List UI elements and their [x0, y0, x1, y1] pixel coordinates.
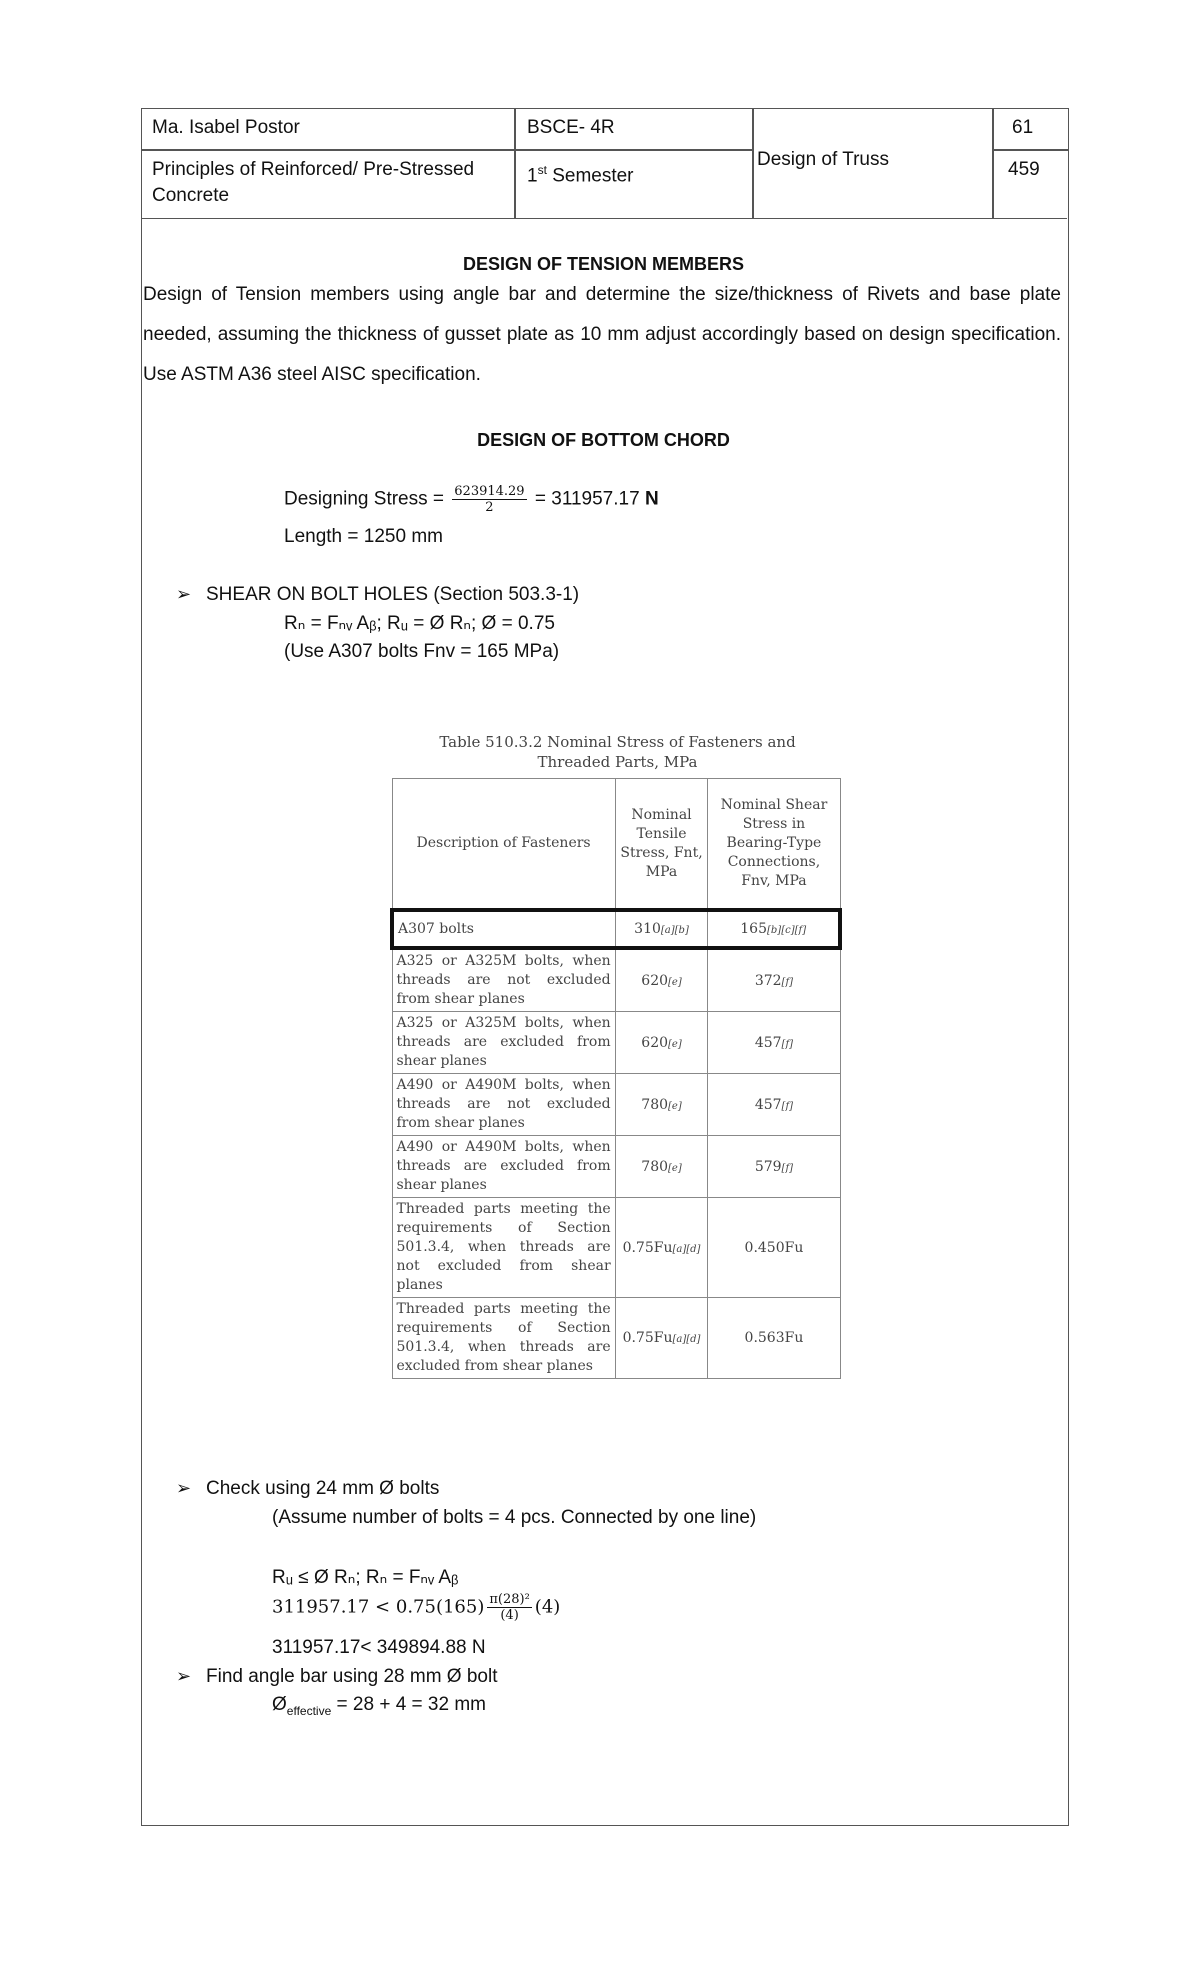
header-grid	[142, 109, 1067, 219]
page-number-a: 61	[1012, 117, 1034, 138]
check-result: 311957.17< 349894.88 N	[272, 1637, 486, 1658]
table-row: A307 bolts 310[a][b] 165[b][c][f]	[392, 910, 840, 948]
semester: 1st Semester	[527, 163, 634, 187]
year-section: BSCE- 4R	[527, 117, 615, 138]
shear-note: (Use A307 bolts Fnv = 165 MPa)	[284, 641, 560, 662]
arrow-bullet-icon: ➢	[176, 1666, 192, 1686]
table-row: A490 or A490M bolts, when threads are not excluded from shear planes 780[e] 457[f]	[392, 1074, 840, 1136]
check-note: (Assume number of bolts = 4 pcs. Connected by one line)	[272, 1507, 757, 1528]
angle-heading: ➢ Find angle bar using 28 mm Ø bolt	[176, 1666, 498, 1687]
title-tension-members: DESIGN OF TENSION MEMBERS	[462, 254, 745, 274]
table-row: A490 or A490M bolts, when threads are excluded from shear planes 780[e] 579[f]	[392, 1136, 840, 1198]
area-fraction: $\frac{\text{π(28)²}}{(4)}$	[489, 1592, 530, 1623]
table-row: A325 or A325M bolts, when threads are excluded from shear planes 620[e] 457[f]	[392, 1012, 840, 1074]
table-row: Threaded parts meeting the requirements of Section 501.3.4, when threads are not excluded from shear planes 0.75Fu[a][d] 0.450Fu	[392, 1198, 840, 1298]
fastener-table	[390, 778, 842, 1379]
col-tensile: Nominal Tensile Stress, Fnt, MPa	[615, 779, 708, 911]
check-heading: ➢ Check using 24 mm Ø bolts	[176, 1478, 440, 1499]
check-equation: 311957.17 < 0.75(165) $\frac{\text{π(28)²}}{(4)}$ (4)	[272, 1592, 561, 1623]
shear-formula: Rₙ = Fₙᵥ Aᵦ; Rᵤ = Ø Rₙ; Ø = 0.75	[284, 613, 555, 634]
intro-paragraph: Design of Tension members using angle bar and determine the size/thickness of Rivets and base plate needed, assuming the thickness of gusset plate as 10 mm adjust accordingly based on design specification. Use ASTM A36 steel AISC specification.	[143, 284, 1061, 385]
designing-stress: Designing Stress = $\frac{623914.29}{2}$ = 311957.17 N	[284, 484, 659, 515]
length-line: Length = 1250 mm	[284, 526, 443, 547]
stress-fraction: $\frac{623914.29}{2}$	[454, 484, 525, 515]
table-caption: Table 510.3.2 Nominal Stress of Fasteners and Threaded Parts, MPa	[439, 733, 796, 771]
fastener-table-figure	[390, 732, 845, 1379]
table-row: Threaded parts meeting the requirements of Section 501.3.4, when threads are excluded from shear planes 0.75Fu[a][d] 0.563Fu	[392, 1298, 840, 1379]
check-formula: Rᵤ ≤ Ø Rₙ; Rₙ = Fₙᵥ Aᵦ	[272, 1567, 459, 1588]
course-title: Principles of Reinforced/ Pre-Stressed Concrete	[152, 159, 475, 206]
effective-diameter: $Ø_{effective} = 28 + 4 = 32$ mm	[272, 1694, 486, 1718]
col-shear: Nominal Shear Stress in Bearing-Type Connections, Fnv, MPa	[708, 779, 840, 911]
title-bottom-chord: DESIGN OF BOTTOM CHORD	[477, 430, 730, 450]
page-number-b: 459	[1008, 159, 1040, 180]
topic-title: Design of Truss	[757, 149, 889, 170]
student-name: Ma. Isabel Postor	[152, 117, 300, 138]
arrow-bullet-icon: ➢	[176, 584, 192, 604]
shear-heading: ➢ SHEAR ON BOLT HOLES (Section 503.3-1)	[176, 584, 580, 605]
col-description: Description of Fasteners	[392, 779, 615, 911]
arrow-bullet-icon: ➢	[176, 1478, 192, 1498]
table-row: A325 or A325M bolts, when threads are not excluded from shear planes 620[e] 372[f]	[392, 948, 840, 1012]
